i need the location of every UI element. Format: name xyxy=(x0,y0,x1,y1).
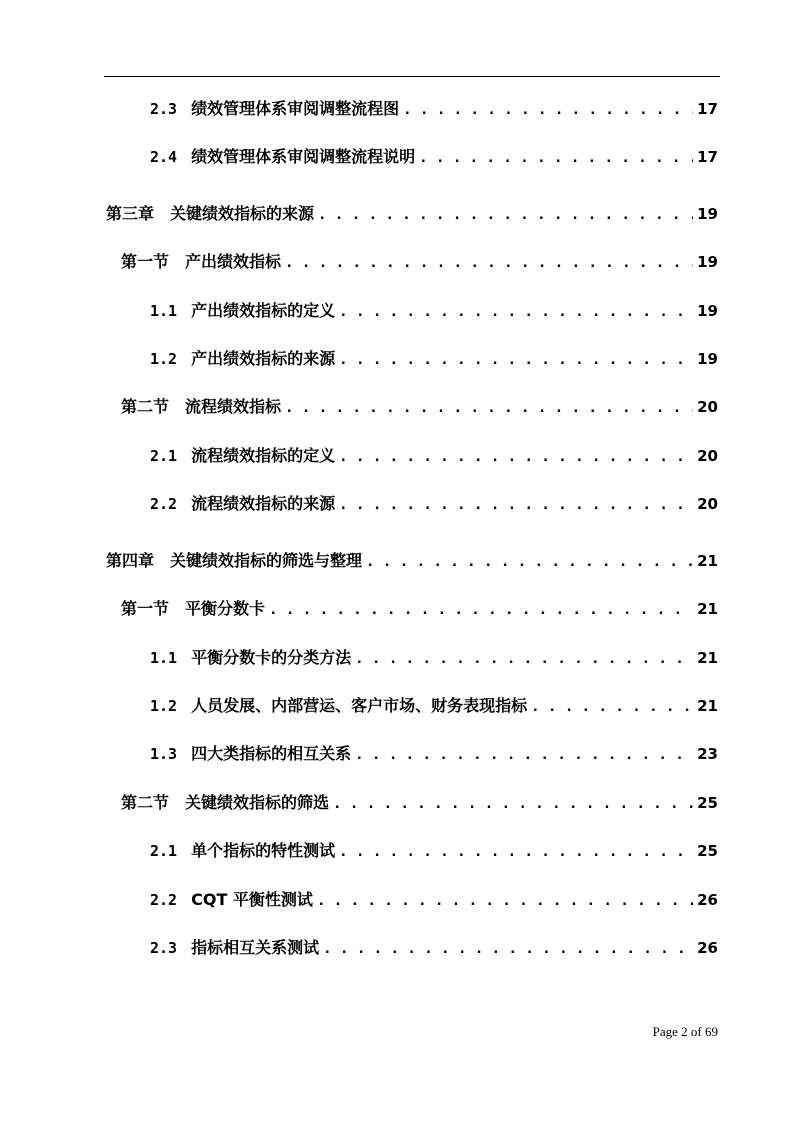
toc-entry[interactable] xyxy=(150,299,718,323)
toc-entry-page: 23 xyxy=(697,745,718,763)
toc-entry[interactable] xyxy=(150,492,718,516)
toc-entry-title: 产出绩效指标的定义 xyxy=(191,301,336,320)
toc-entry-title: 第二节 流程绩效指标 xyxy=(121,397,282,416)
toc-entry-title: 单个指标的特性测试 xyxy=(191,841,336,860)
toc-entry-title: 人员发展、内部营运、客户市场、财务表现指标 xyxy=(191,696,528,715)
toc-entry-page: 19 xyxy=(697,205,718,223)
toc-entry-page: 26 xyxy=(697,891,718,909)
dot-leader xyxy=(355,647,693,671)
dot-leader xyxy=(339,300,693,324)
dot-leader xyxy=(403,98,693,122)
toc-entry-number: 2.2 xyxy=(150,891,178,909)
toc-entry[interactable] xyxy=(150,888,718,912)
toc-entry-page: 19 xyxy=(697,350,718,368)
toc-entry-page: 20 xyxy=(697,447,718,465)
toc-entry-number: 1.2 xyxy=(150,697,178,715)
toc-entry-title: 流程绩效指标的来源 xyxy=(191,494,336,513)
toc-entry[interactable] xyxy=(150,145,718,169)
toc-entry-title: 第一节 产出绩效指标 xyxy=(121,252,282,271)
toc-entry-number: 1.1 xyxy=(150,302,178,320)
toc-entry-title: 第二节 关键绩效指标的筛选 xyxy=(121,793,330,812)
toc-entry-title: 第三章 关键绩效指标的来源 xyxy=(106,204,315,223)
toc-entry-page: 19 xyxy=(697,253,718,271)
toc-entry[interactable] xyxy=(150,742,718,766)
toc-entry[interactable] xyxy=(106,549,718,573)
toc-entry-title: 四大类指标的相互关系 xyxy=(191,744,352,763)
toc-entry-title: 平衡分数卡的分类方法 xyxy=(191,648,352,667)
toc-entry-page: 21 xyxy=(697,649,718,667)
dot-leader xyxy=(333,792,693,816)
toc-entry-title: 流程绩效指标的定义 xyxy=(191,446,336,465)
toc-entry[interactable] xyxy=(150,97,718,121)
dot-leader xyxy=(339,445,693,469)
toc-entry-title: 绩效管理体系审阅调整流程图 xyxy=(191,99,400,118)
dot-leader xyxy=(269,598,693,622)
toc-entry-number: 2.3 xyxy=(150,100,178,118)
toc-entry[interactable] xyxy=(150,694,718,718)
toc-entry-page: 25 xyxy=(697,842,718,860)
toc-entry[interactable] xyxy=(150,936,718,960)
toc-entry-page: 21 xyxy=(697,552,718,570)
dot-leader xyxy=(339,348,693,372)
toc-entry[interactable] xyxy=(121,395,718,419)
dot-leader xyxy=(317,889,693,913)
dot-leader xyxy=(366,550,693,574)
toc-entry-number: 2.3 xyxy=(150,939,178,957)
toc-entry-title: 第四章 关键绩效指标的筛选与整理 xyxy=(106,551,363,570)
dot-leader xyxy=(339,493,693,517)
toc-entry-title: 产出绩效指标的来源 xyxy=(191,349,336,368)
toc-entry-page: 19 xyxy=(697,302,718,320)
toc-entry-title: CQT 平衡性测试 xyxy=(191,890,313,909)
dot-leader xyxy=(323,937,693,961)
toc-entry-page: 21 xyxy=(697,697,718,715)
dot-leader xyxy=(355,743,693,767)
toc-entry[interactable] xyxy=(121,597,718,621)
dot-leader xyxy=(339,840,693,864)
toc-entry-page: 25 xyxy=(697,794,718,812)
toc-entry-title: 指标相互关系测试 xyxy=(191,938,320,957)
toc-entry-page: 17 xyxy=(697,100,718,118)
toc-entry-page: 26 xyxy=(697,939,718,957)
toc-entry-number: 2.2 xyxy=(150,495,178,513)
toc-entry-page: 20 xyxy=(697,398,718,416)
toc-entry[interactable] xyxy=(121,791,718,815)
toc-entry-page: 21 xyxy=(697,600,718,618)
toc-entry[interactable] xyxy=(150,347,718,371)
toc-entry-number: 1.1 xyxy=(150,649,178,667)
dot-leader xyxy=(419,146,693,170)
toc-entry-title: 第一节 平衡分数卡 xyxy=(121,599,266,618)
toc-entry-number: 2.1 xyxy=(150,447,178,465)
dot-leader xyxy=(531,695,693,719)
toc-entry[interactable] xyxy=(150,839,718,863)
toc-entry[interactable] xyxy=(106,202,718,226)
toc-entry-number: 1.2 xyxy=(150,350,178,368)
dot-leader xyxy=(285,396,693,420)
dot-leader xyxy=(285,251,693,275)
toc-entry-page: 20 xyxy=(697,495,718,513)
dot-leader xyxy=(318,203,693,227)
toc-entry-number: 2.1 xyxy=(150,842,178,860)
toc-entry-number: 1.3 xyxy=(150,745,178,763)
toc-entry[interactable] xyxy=(150,646,718,670)
toc-entry[interactable] xyxy=(150,444,718,468)
page-footer: Page 2 of 69 xyxy=(652,1024,718,1039)
toc-entry[interactable] xyxy=(121,250,718,274)
toc-entry-page: 17 xyxy=(697,148,718,166)
toc-entry-number: 2.4 xyxy=(150,148,178,166)
toc-entry-title: 绩效管理体系审阅调整流程说明 xyxy=(191,147,416,166)
